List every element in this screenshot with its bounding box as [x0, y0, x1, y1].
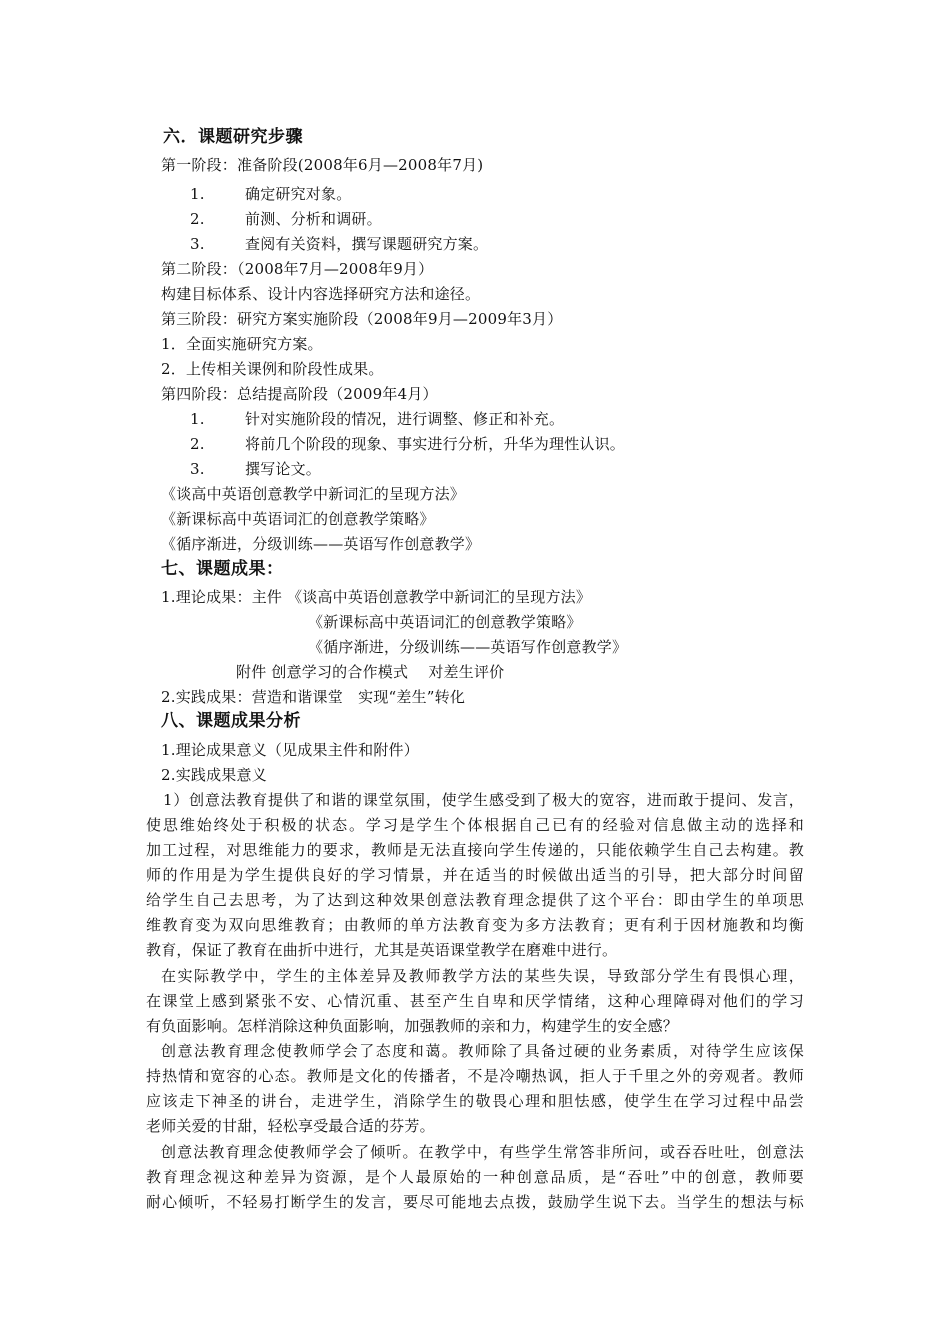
paragraph-1-line: 师的作用是为学生提供良好的学习情景，并在适当的时候做出适当的引导，把大部分时间留 — [146, 866, 804, 884]
phase-4-item-1 — [190, 409, 564, 429]
paragraph-1-line: 使思维始终处于积极的状态。学习是学生个体根据自己已有的经验对信息做主动的选择和 — [146, 816, 804, 834]
paragraph-1-line: 维教育变为双向思维教育；由教师的单方法教育变为多方法教育；更有利于因材施教和均衡 — [146, 916, 804, 934]
theory-results-line-3: 《循序渐进，分级训练——英语写作创意教学》 — [308, 638, 628, 656]
theory-results-line-2: 《新课标高中英语词汇的创意教学策略》 — [308, 613, 582, 631]
section-6-heading: 六．课题研究步骤 — [163, 127, 303, 147]
item-text: 将前几个阶段的现象、事实进行分析，升华为理性认识。 — [245, 435, 626, 453]
phase-1-title: 第一阶段：准备阶段(2008年6月—2008年7月) — [161, 156, 484, 174]
attachment-results: 附件 创意学习的合作模式 对差生评价 — [236, 663, 505, 681]
paragraph-3-line: 持热情和宽容的心态。教师是文化的传播者，不是冷嘲热讽，拒人于千里之外的旁观者。教师 — [146, 1067, 804, 1085]
item-number: 2. — [190, 210, 205, 228]
item-text: 确定研究对象。 — [245, 185, 352, 203]
paragraph-1-line: 教育，保证了教育在曲折中进行，尤其是英语课堂教学在磨难中进行。 — [146, 941, 618, 959]
paragraph-4-line: 创意法教育理念使教师学会了倾听。在教学中，有些学生常答非所问，或吞吞吐吐，创意法 — [161, 1143, 804, 1161]
item-number: 1. — [190, 410, 205, 428]
phase-1-item-1 — [190, 184, 351, 204]
item-text: 撰写论文。 — [245, 460, 322, 478]
paragraph-1-line: 加工过程，对思维能力的要求，教师是无法直接向学生传递的，只能依赖学生自己去构建。教 — [146, 841, 804, 859]
phase-1-item-3 — [190, 234, 488, 254]
paragraph-3-line: 创意法教育理念使教师学会了态度和蔼。教师除了具备过硬的业务素质，对待学生应该保 — [161, 1042, 804, 1060]
item-text: 针对实施阶段的情况，进行调整、修正和补充。 — [245, 410, 565, 428]
phase-4-title: 第四阶段：总结提高阶段（2009年4月） — [161, 385, 438, 403]
paragraph-1-line: 1）创意法教育提供了和谐的课堂氛围，使学生感受到了极大的宽容，进而敢于提问、发言， — [163, 791, 804, 809]
phase-4-item-3 — [190, 459, 321, 479]
paragraph-3-line: 老师关爱的甘甜，轻松享受最合适的芬芳。 — [146, 1117, 435, 1135]
item-number: 1. — [190, 185, 205, 203]
analysis-item-2: 2.实践成果意义 — [161, 766, 267, 784]
paper-title-2: 《新课标高中英语词汇的创意教学策略》 — [161, 510, 435, 528]
paper-title-1: 《谈高中英语创意教学中新词汇的呈现方法》 — [161, 485, 466, 503]
item-number: 2. — [190, 435, 205, 453]
item-number: 3. — [190, 235, 205, 253]
paragraph-3-line: 应该走下神圣的讲台，走进学生，消除学生的敬畏心理和胆怯感，使学生在学习过程中品尝 — [146, 1092, 804, 1110]
phase-3-title: 第三阶段：研究方案实施阶段（2008年9月—2009年3月） — [161, 310, 563, 328]
analysis-item-1: 1.理论成果意义（见成果主件和附件） — [161, 741, 419, 759]
item-number: 3. — [190, 460, 205, 478]
phase-1-item-2 — [190, 209, 382, 229]
paragraph-4-line: 耐心倾听，不轻易打断学生的发言，要尽可能地去点拨，鼓励学生说下去。当学生的想法与标 — [146, 1193, 804, 1211]
phase-2-description: 构建目标体系、设计内容选择研究方法和途径。 — [161, 285, 481, 303]
paragraph-1-line: 给学生自己去思考，为了达到这种效果创意法教育理念提供了这个平台：即由学生的单项思 — [146, 891, 804, 909]
paragraph-2-line: 有负面影响。怎样消除这种负面影响，加强教师的亲和力，构建学生的安全感？ — [146, 1017, 679, 1035]
phase-3-item-2: 2．上传相关课例和阶段性成果。 — [161, 360, 384, 378]
phase-4-item-2 — [190, 434, 625, 454]
item-text: 前测、分析和调研。 — [245, 210, 382, 228]
phase-2-title: 第二阶段：（2008年7月—2008年9月） — [161, 260, 434, 278]
section-7-heading: 七、课题成果： — [161, 559, 284, 579]
theory-results: 1.理论成果：主件 《谈高中英语创意教学中新词汇的呈现方法》 — [161, 588, 592, 606]
paragraph-2-line: 在课堂上感到紧张不安、心情沉重、甚至产生自卑和厌学情绪，这种心理障碍对他们的学习 — [146, 992, 804, 1010]
paragraph-2-line: 在实际教学中，学生的主体差异及教师教学方法的某些失误，导致部分学生有畏惧心理， — [161, 967, 804, 985]
practice-results: 2.实践成果：营造和谐课堂 实现“差生”转化 — [161, 688, 466, 706]
phase-3-item-1: 1．全面实施研究方案。 — [161, 335, 323, 353]
paragraph-4-line: 教育理念视这种差异为资源，是个人最原始的一种创意品质，是“吞吐”中的创意，教师要 — [146, 1168, 804, 1186]
item-text: 查阅有关资料，撰写课题研究方案。 — [245, 235, 489, 253]
section-8-heading: 八、课题成果分析 — [161, 711, 301, 731]
paper-title-3: 《循序渐进，分级训练——英语写作创意教学》 — [161, 535, 481, 553]
